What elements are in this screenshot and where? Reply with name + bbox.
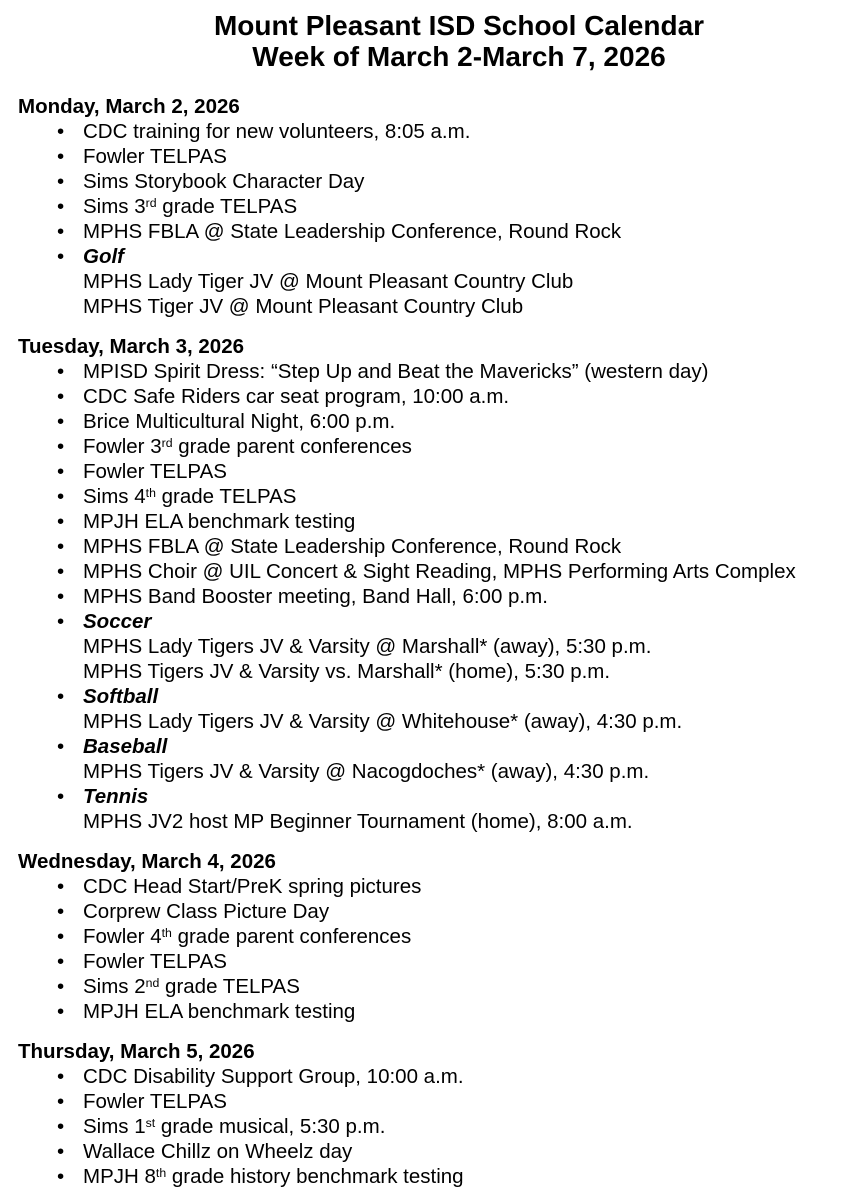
ordinal-suffix: rd: [145, 196, 157, 211]
sport-name: Golf: [83, 245, 124, 268]
bullet-icon: •: [57, 975, 65, 998]
sport-name: Baseball: [83, 735, 168, 758]
sport-detail-line: MPHS Lady Tigers JV & Varsity @ Whitehouse* (away), 4:30 p.m.: [83, 710, 683, 733]
event-item: [18, 534, 842, 559]
day-section-monday: [18, 94, 842, 319]
sport-event-item: [18, 684, 842, 734]
event-text: grade parent conferences: [171, 925, 412, 948]
event-text: MPHS Band Booster meeting, Band Hall, 6:00 p.m.: [83, 585, 548, 608]
bullet-icon: •: [57, 360, 65, 383]
bullet-icon: •: [57, 735, 65, 758]
bullet-icon: •: [57, 950, 65, 973]
sport-detail-line: MPHS Lady Tigers JV & Varsity @ Marshall* (away), 5:30 p.m.: [83, 635, 652, 658]
event-text: MPHS FBLA @ State Leadership Conference, Round Rock: [83, 535, 622, 558]
event-item: [18, 924, 842, 949]
event-list-monday: [18, 119, 842, 319]
sport-detail-line: MPHS Lady Tiger JV @ Mount Pleasant Country Club: [83, 270, 574, 293]
bullet-icon: •: [57, 435, 65, 458]
day-heading-monday: Monday, March 2, 2026: [18, 95, 240, 118]
bullet-icon: •: [57, 585, 65, 608]
day-heading-wednesday: Wednesday, March 4, 2026: [18, 850, 276, 873]
event-item: [18, 949, 842, 974]
event-text: CDC Disability Support Group, 10:00 a.m.: [83, 1065, 464, 1088]
event-item: [18, 484, 842, 509]
ordinal-suffix: st: [145, 1116, 156, 1131]
bullet-icon: •: [57, 220, 65, 243]
event-item: [18, 1089, 842, 1114]
event-item: [18, 509, 842, 534]
day-section-wednesday: [18, 849, 842, 1024]
sport-detail-line: MPHS Tiger JV @ Mount Pleasant Country Club: [83, 295, 524, 318]
event-text: Fowler TELPAS: [83, 1090, 227, 1113]
event-text: grade TELPAS: [159, 975, 300, 998]
bullet-icon: •: [57, 535, 65, 558]
event-item: [18, 434, 842, 459]
bullet-icon: •: [57, 1000, 65, 1023]
ordinal-suffix: th: [145, 486, 156, 501]
event-item: [18, 459, 842, 484]
title-line-2: Week of March 2-March 7, 2026: [252, 41, 666, 72]
bullet-icon: •: [57, 1165, 65, 1188]
event-text: CDC training for new volunteers, 8:05 a.m.: [83, 120, 471, 143]
bullet-icon: •: [57, 1090, 65, 1113]
event-item: [18, 1114, 842, 1139]
event-text: grade parent conferences: [172, 435, 412, 458]
event-item: [18, 874, 842, 899]
event-item: [18, 559, 842, 584]
bullet-icon: •: [57, 900, 65, 923]
event-item: [18, 119, 842, 144]
event-item: [18, 1064, 842, 1089]
sport-name: Softball: [83, 685, 159, 708]
day-section-tuesday: [18, 334, 842, 834]
event-text: Sims Storybook Character Day: [83, 170, 365, 193]
event-text: Brice Multicultural Night, 6:00 p.m.: [83, 410, 396, 433]
sport-name: Soccer: [83, 610, 152, 633]
event-item: [18, 584, 842, 609]
event-text: CDC Safe Riders car seat program, 10:00 a.m.: [83, 385, 510, 408]
event-list-thursday: [18, 1064, 842, 1189]
event-text: MPISD Spirit Dress: “Step Up and Beat the Mavericks” (western day): [83, 360, 709, 383]
event-text: Sims 2: [83, 975, 146, 998]
event-item: [18, 219, 842, 244]
event-text: CDC Head Start/PreK spring pictures: [83, 875, 422, 898]
sport-event-item: [18, 244, 842, 319]
bullet-icon: •: [57, 410, 65, 433]
sport-detail-line: MPHS Tigers JV & Varsity @ Nacogdoches* (away), 4:30 p.m.: [83, 760, 650, 783]
bullet-icon: •: [57, 145, 65, 168]
bullet-icon: •: [57, 170, 65, 193]
day-heading-thursday: Thursday, March 5, 2026: [18, 1040, 255, 1063]
event-text: MPJH ELA benchmark testing: [83, 1000, 356, 1023]
event-text: grade history benchmark testing: [166, 1165, 464, 1188]
event-text: Fowler 4: [83, 925, 162, 948]
event-text: Fowler 3: [83, 435, 162, 458]
sport-event-item: [18, 734, 842, 784]
event-text: MPJH ELA benchmark testing: [83, 510, 356, 533]
event-text: Corprew Class Picture Day: [83, 900, 330, 923]
sport-detail-line: MPHS Tigers JV & Varsity vs. Marshall* (home), 5:30 p.m.: [83, 660, 611, 683]
event-text: grade TELPAS: [156, 195, 298, 218]
bullet-icon: •: [57, 385, 65, 408]
event-item: [18, 999, 842, 1024]
bullet-icon: •: [57, 1115, 65, 1138]
sport-name: Tennis: [83, 785, 149, 808]
bullet-icon: •: [57, 610, 65, 633]
bullet-icon: •: [57, 460, 65, 483]
event-item: [18, 194, 842, 219]
event-item: [18, 384, 842, 409]
event-text: grade musical, 5:30 p.m.: [155, 1115, 386, 1138]
sport-event-item: [18, 609, 842, 684]
event-text: Fowler TELPAS: [83, 145, 227, 168]
sport-event-item: [18, 784, 842, 834]
bullet-icon: •: [57, 925, 65, 948]
event-text: MPJH 8: [83, 1165, 156, 1188]
title-line-1: Mount Pleasant ISD School Calendar: [213, 10, 705, 41]
bullet-icon: •: [57, 560, 65, 583]
event-item: [18, 1139, 842, 1164]
event-item: [18, 899, 842, 924]
event-item: [18, 974, 842, 999]
bullet-icon: •: [57, 485, 65, 508]
event-text: MPHS Choir @ UIL Concert & Sight Reading, MPHS Performing Arts Complex: [83, 560, 796, 583]
document-title: [18, 10, 842, 72]
event-item: [18, 359, 842, 384]
event-text: Fowler TELPAS: [83, 950, 227, 973]
event-item: [18, 1164, 842, 1189]
ordinal-suffix: th: [155, 1166, 167, 1181]
ordinal-suffix: rd: [161, 436, 173, 451]
bullet-icon: •: [57, 785, 65, 808]
day-section-thursday: [18, 1039, 842, 1189]
bullet-icon: •: [57, 510, 65, 533]
ordinal-suffix: th: [161, 926, 172, 941]
bullet-icon: •: [57, 685, 65, 708]
event-text: Sims 3: [83, 195, 146, 218]
event-list-tuesday: [18, 359, 842, 834]
sport-detail-line: MPHS JV2 host MP Beginner Tournament (home), 8:00 a.m.: [83, 810, 633, 833]
bullet-icon: •: [57, 1140, 65, 1163]
event-list-wednesday: [18, 874, 842, 1024]
event-text: Wallace Chillz on Wheelz day: [83, 1140, 353, 1163]
bullet-icon: •: [57, 1065, 65, 1088]
day-heading-tuesday: Tuesday, March 3, 2026: [18, 335, 244, 358]
bullet-icon: •: [57, 245, 65, 268]
bullet-icon: •: [57, 120, 65, 143]
event-text: Sims 1: [83, 1115, 146, 1138]
event-text: MPHS FBLA @ State Leadership Conference, Round Rock: [83, 220, 622, 243]
event-text: Sims 4: [83, 485, 146, 508]
ordinal-suffix: nd: [145, 976, 160, 991]
event-item: [18, 169, 842, 194]
event-text: Fowler TELPAS: [83, 460, 227, 483]
event-item: [18, 144, 842, 169]
bullet-icon: •: [57, 195, 65, 218]
bullet-icon: •: [57, 875, 65, 898]
event-item: [18, 409, 842, 434]
event-text: grade TELPAS: [155, 485, 297, 508]
